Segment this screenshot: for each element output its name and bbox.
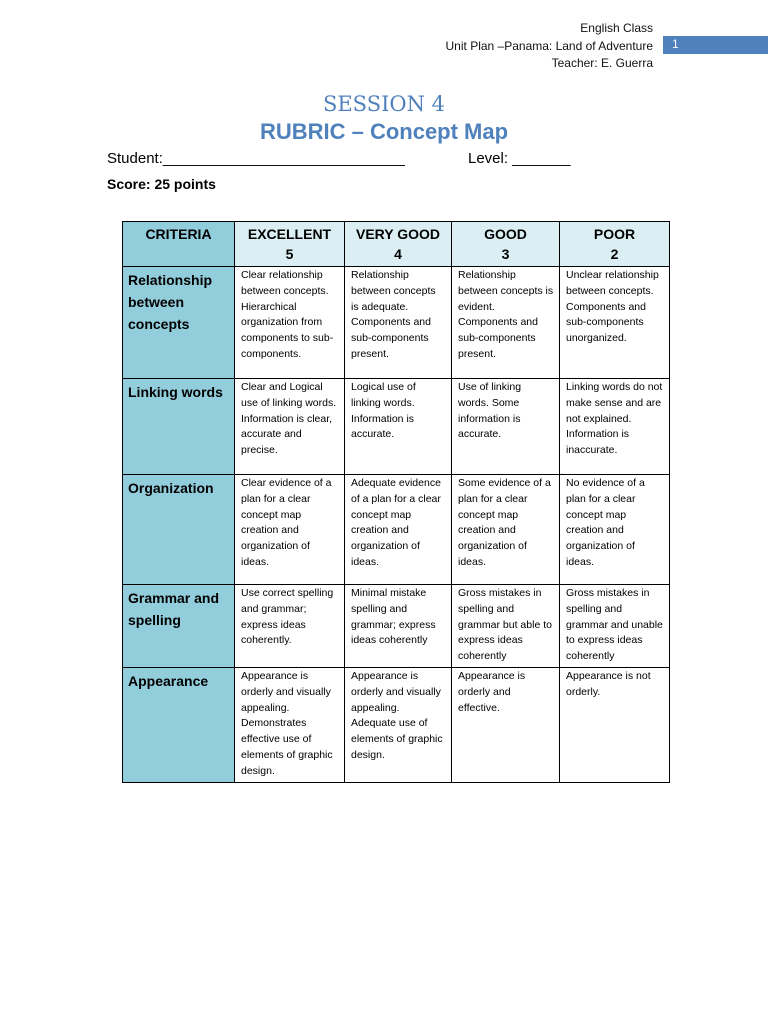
- table-cell: Appearance is orderly and visually appealing. Adequate use of elements of graphic design.: [345, 667, 452, 782]
- table-cell: Relationship between concepts is evident. Components and sub-components present.: [452, 267, 560, 379]
- header-unit: Unit Plan –Panama: Land of Adventure: [445, 38, 653, 53]
- session-heading: SESSION 4: [322, 92, 446, 116]
- table-row: [123, 379, 670, 475]
- level-field: Level: _______: [468, 150, 571, 167]
- table-cell: No evidence of a plan for a clear concept map creation and organization of ideas.: [560, 475, 670, 585]
- page-header: [153, 20, 653, 73]
- score-label: Score: 25 points: [107, 176, 216, 192]
- page-number-tab: [661, 36, 768, 54]
- table-cell: Appearance is orderly and effective.: [452, 667, 560, 782]
- header-course: English Class: [580, 21, 653, 35]
- table-row: [123, 267, 670, 379]
- table-cell: Gross mistakes in spelling and grammar but able to express ideas coherently: [452, 585, 560, 668]
- student-field: Student:_____________________________: [107, 150, 405, 167]
- table-cell: Clear relationship between concepts. Hierarchical organization from components to sub-components.: [235, 267, 345, 379]
- table-cell: Logical use of linking words. Information is accurate.: [345, 379, 452, 475]
- criterion-relationship: Relationship between concepts: [123, 267, 235, 379]
- header-teacher: Teacher: E. Guerra: [551, 56, 653, 70]
- criterion-linking-words: Linking words: [123, 379, 235, 475]
- criterion-appearance: Appearance: [123, 667, 235, 782]
- level-header-very-good: VERY GOOD 4: [345, 222, 452, 267]
- table-cell: Clear evidence of a plan for a clear concept map creation and organization of ideas.: [235, 475, 345, 585]
- criterion-organization: Organization: [123, 475, 235, 585]
- page-number: 1: [672, 37, 679, 51]
- level-header-good: GOOD 3: [452, 222, 560, 267]
- table-cell: Appearance is orderly and visually appealing. Demonstrates effective use of elements of graphic design.: [235, 667, 345, 782]
- table-cell: Linking words do not make sense and are not explained. Information is inaccurate.: [560, 379, 670, 475]
- table-cell: Gross mistakes in spelling and grammar and unable to express ideas coherently: [560, 585, 670, 668]
- table-cell: Adequate evidence of a plan for a clear concept map creation and organization of ideas.: [345, 475, 452, 585]
- table-cell: Use correct spelling and grammar; express ideas coherently.: [235, 585, 345, 668]
- criterion-grammar: Grammar and spelling: [123, 585, 235, 668]
- page-title: RUBRIC – Concept Map: [259, 119, 509, 144]
- table-cell: Appearance is not orderly.: [560, 667, 670, 782]
- table-cell: Use of linking words. Some information is accurate.: [452, 379, 560, 475]
- table-row: [123, 667, 670, 782]
- table-row: [123, 475, 670, 585]
- table-cell: Minimal mistake spelling and grammar; express ideas coherently: [345, 585, 452, 668]
- table-cell: Unclear relationship between concepts. Components and sub-components unorganized.: [560, 267, 670, 379]
- criteria-header: CRITERIA: [123, 222, 235, 267]
- table-cell: Relationship between concepts is adequate. Components and sub-components present.: [345, 267, 452, 379]
- table-header-row: [123, 222, 670, 267]
- level-header-excellent: EXCELLENT 5: [235, 222, 345, 267]
- table-row: [123, 585, 670, 668]
- table-cell: Some evidence of a plan for a clear concept map creation and organization of ideas.: [452, 475, 560, 585]
- rubric-table: [122, 221, 670, 783]
- level-header-poor: POOR 2: [560, 222, 670, 267]
- table-cell: Clear and Logical use of linking words. Information is clear, accurate and precise.: [235, 379, 345, 475]
